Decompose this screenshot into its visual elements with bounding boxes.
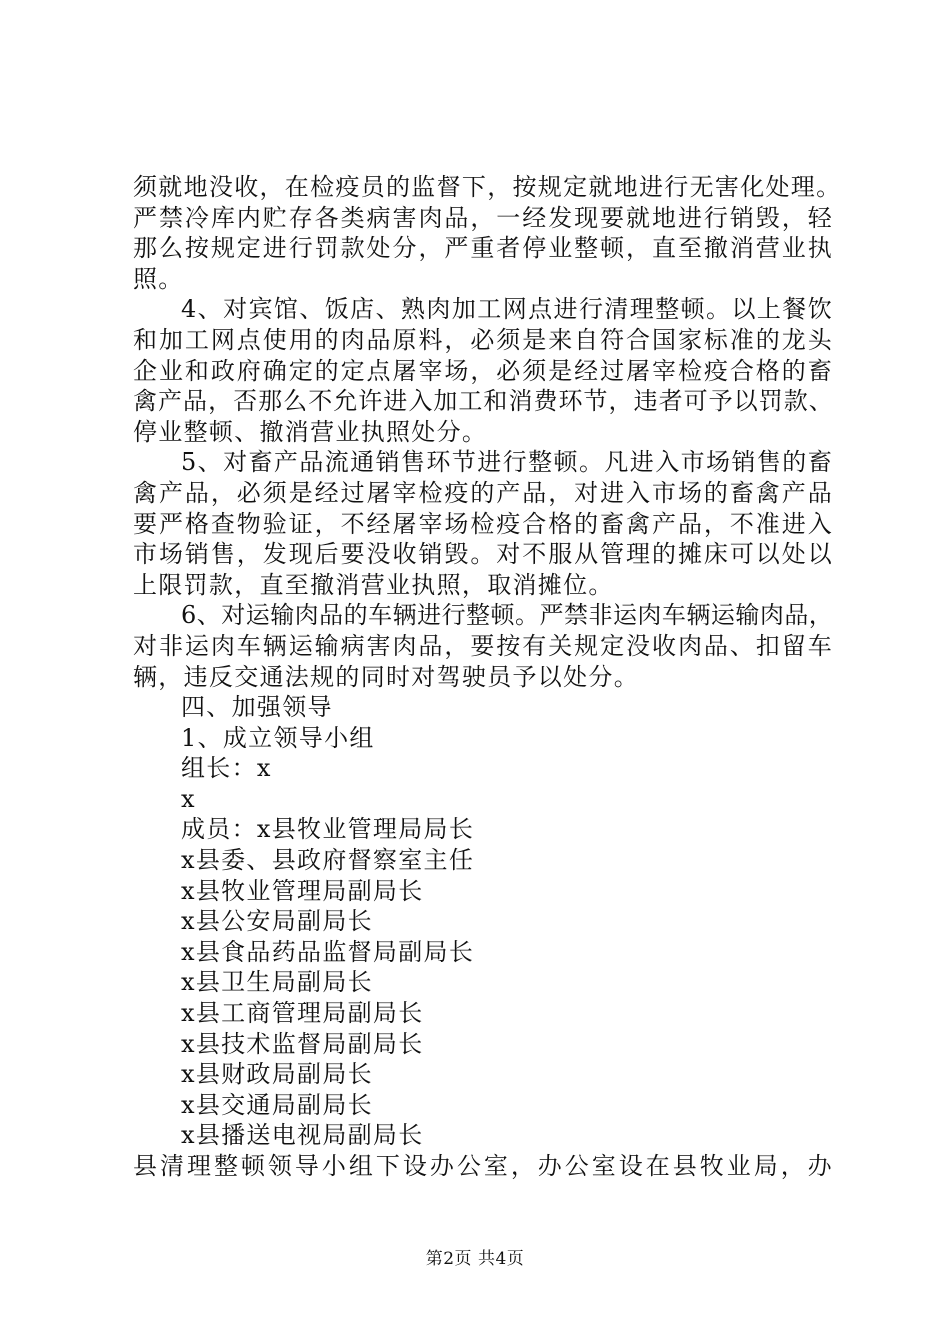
page-footer: 第2页 共4页 (425, 1249, 525, 1269)
member-line: x县公安局副局长 (181, 907, 373, 936)
member-line: 成员：x县牧业管理局局长 (181, 815, 475, 844)
section-heading: 四、加强领导 (181, 693, 333, 722)
text-line: 4、对宾馆、饭店、熟肉加工网点进行清理整顿。以上餐饮 (181, 295, 833, 324)
member-line: x县委、县政府督察室主任 (181, 846, 475, 875)
text-line: 辆，违反交通法规的同时对驾驶员予以处分。 (133, 662, 639, 691)
text-line: 须就地没收，在检疫员的监督下，按规定就地进行无害化处理。 (133, 173, 842, 201)
text-line: 照。 (133, 264, 184, 293)
document-body (133, 172, 842, 1182)
member-line: x县卫生局副局长 (181, 968, 373, 997)
text-line: 市场销售，发现后要没收销毁。对不服从管理的摊床可以处以 (133, 540, 833, 569)
leader-line: x (181, 784, 196, 813)
text-line: 6、对运输肉品的车辆进行整顿。严禁非运肉车辆运输肉品， (181, 601, 833, 630)
text-line: 5、对畜产品流通销售环节进行整顿。凡进入市场销售的畜 (181, 448, 833, 477)
text-line: 企业和政府确定的定点屠宰场，必须是经过屠宰检疫合格的畜 (133, 356, 833, 385)
text-line: 禽产品，否那么不允许进入加工和消费环节，违者可予以罚款、 (133, 387, 833, 416)
text-line: 严禁冷库内贮存各类病害肉品，一经发现要就地进行销毁，轻 (133, 203, 833, 232)
text-line: 和加工网点使用的肉品原料，必须是来自符合国家标准的龙头 (133, 325, 833, 354)
text-line: 要严格查物验证，不经屠宰场检疫合格的畜禽产品，不准进入 (133, 509, 833, 538)
leader-line: 组长：x (181, 754, 272, 783)
text-line: 停业整顿、撤消营业执照处分。 (133, 417, 488, 446)
member-line: x县财政局副局长 (181, 1060, 373, 1089)
member-line: x县技术监督局副局长 (181, 1029, 424, 1058)
member-line: x县工商管理局副局长 (181, 999, 424, 1028)
member-line: x县食品药品监督局副局长 (181, 937, 475, 966)
member-line: x县交通局副局长 (181, 1090, 373, 1119)
member-line: x县播送电视局副局长 (181, 1121, 424, 1150)
text-line: 县清理整顿领导小组下设办公室，办公室设在县牧业局，办 (133, 1152, 833, 1180)
text-line: 禽产品，必须是经过屠宰检疫的产品，对进入市场的畜禽产品 (133, 478, 833, 507)
member-line: x县牧业管理局副局长 (181, 876, 424, 905)
text-line: 对非运肉车辆运输病害肉品，要按有关规定没收肉品、扣留车 (133, 631, 833, 660)
subsection-heading: 1、成立领导小组 (181, 723, 375, 752)
text-line: 那么按规定进行罚款处分，严重者停业整顿，直至撤消营业执 (133, 234, 833, 263)
text-line: 上限罚款，直至撤消营业执照，取消摊位。 (133, 570, 614, 599)
